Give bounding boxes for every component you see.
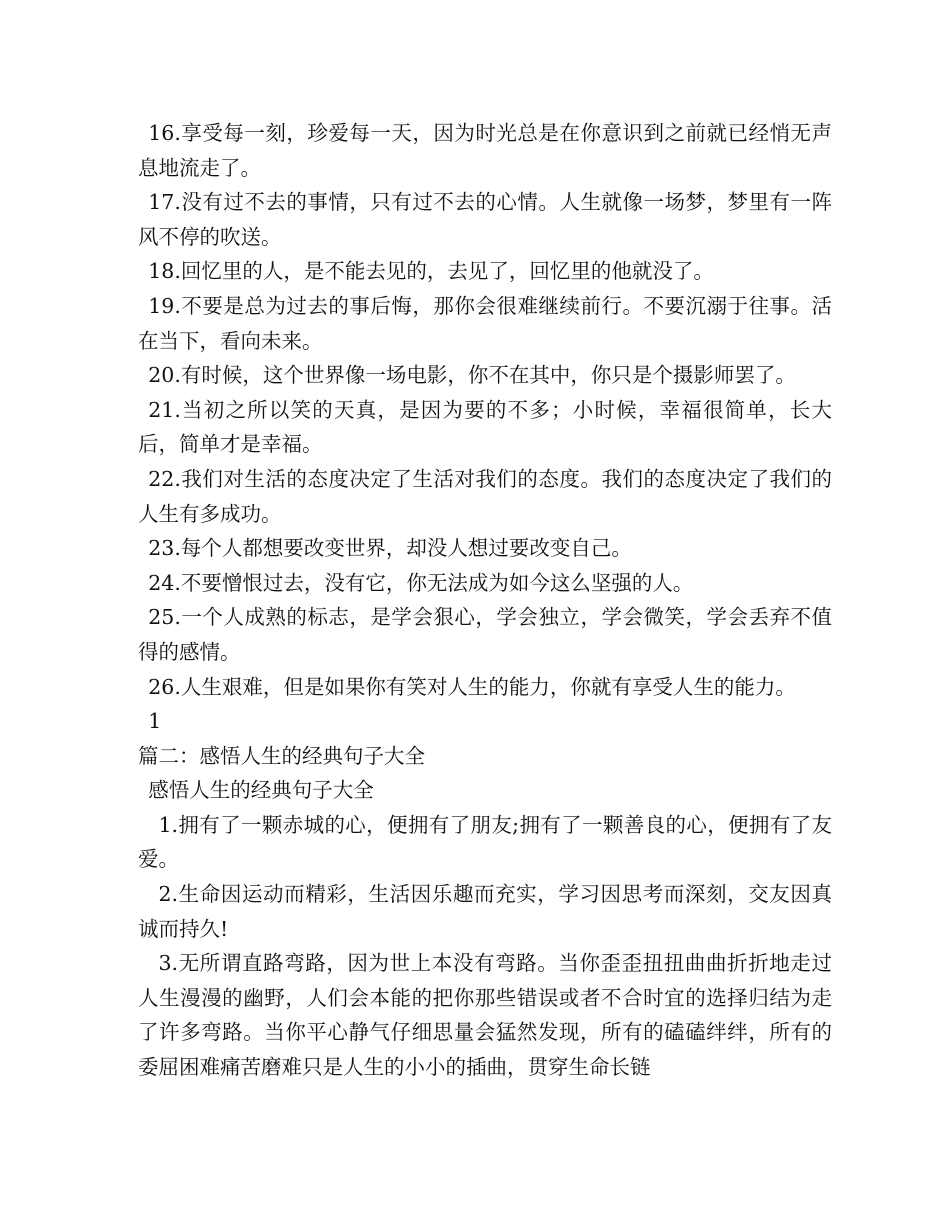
quote-23: 23.每个人都想要改变世界，却没人想过要改变自己。 (148, 536, 632, 561)
section-subtitle: 感悟人生的经典句子大全 (148, 778, 374, 803)
quote-24: 24.不要憎恨过去，没有它，你无法成为如今这么坚强的人。 (148, 570, 694, 595)
quote-22: 22.我们对生活的态度决定了生活对我们的态度。我们的态度决定了我们的人生有多成功。 (138, 466, 832, 526)
quote-18: 18.回忆里的人，是不能去见的，去见了，回忆里的他就没了。 (148, 259, 714, 284)
quote-26: 26.人生艰难，但是如果你有笑对人生的能力，你就有享受人生的能力。 (148, 674, 796, 699)
quote-17: 17.没有过不去的事情，只有过不去的心情。人生就像一场梦，梦里有一阵风不停的吹送。 (138, 190, 832, 249)
section-heading: 篇二：感悟人生的经典句子大全 (138, 743, 425, 768)
quote-20: 20.有时候，这个世界像一场电影，你不在其中，你只是个摄影师罢了。 (148, 363, 796, 388)
document-body (138, 116, 832, 1085)
quote-21: 21.当初之所以笑的天真，是因为要的不多；小时候，幸福很简单，长大后，简单才是幸福。 (138, 397, 832, 457)
quote-19: 19.不要是总为过去的事后悔，那你会很难继续前行。不要沉溺于往事。活在当下，看向未来。 (138, 293, 832, 353)
quote-25: 25.一个人成熟的标志，是学会狠心，学会独立，学会微笑，学会丢弃不值得的感情。 (138, 605, 832, 664)
page-number: 1 (148, 709, 162, 734)
section2-item-2: 2.生命因运动而精彩，生活因乐趣而充实，学习因思考而深刻，交友因真诚而持久! (138, 882, 832, 941)
section2-item-1: 1.拥有了一颗赤城的心，便拥有了朋友;拥有了一颗善良的心，便拥有了友爱。 (138, 812, 832, 872)
quote-16: 16.享受每一刻，珍爱每一天，因为时光总是在你意识到之前就已经悄无声息地流走了。 (138, 121, 832, 180)
section2-item-3: 3.无所谓直路弯路，因为世上本没有弯路。当你歪歪扭扭曲曲折折地走过人生漫漫的幽野，人们会本能的把你那些错误或者不合时宜的选择归结为走了许多弯路。当你平心静气仔细思量会猛然发现，所有的磕磕绊绊，所有的委屈困难痛苦磨难只是人生的小小的插曲，贯穿生命长链 (138, 951, 832, 1080)
